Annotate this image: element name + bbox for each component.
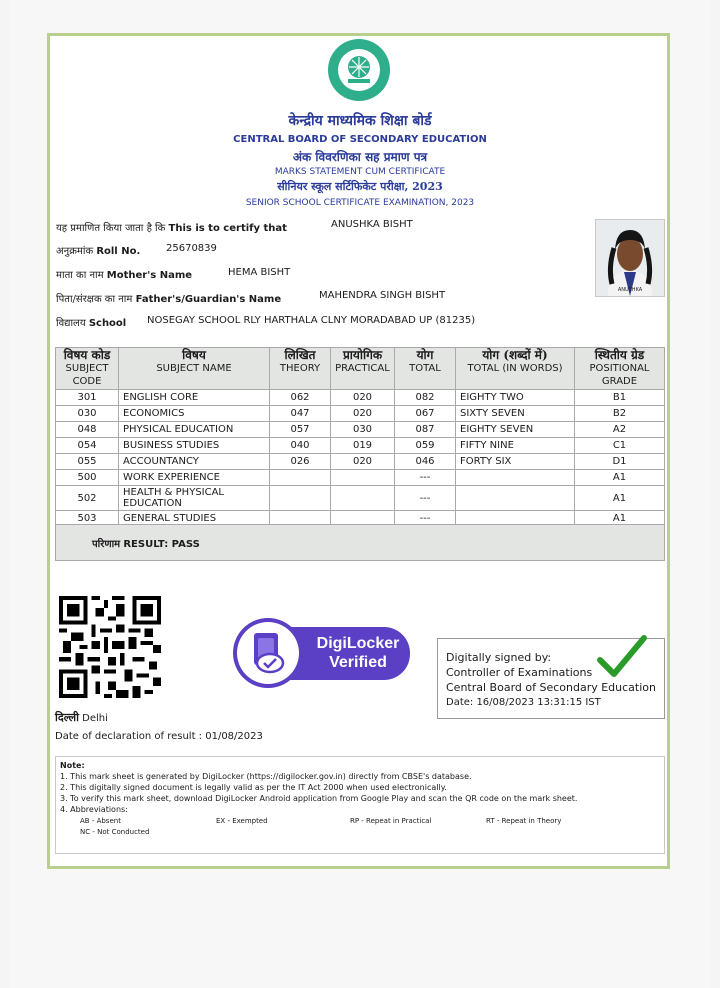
logo-country: भारत [354,92,366,99]
declaration-date: Date of declaration of result : 01/08/2023 [55,731,263,742]
board-title-hindi: केन्द्रीय माध्यमिक शिक्षा बोर्ड [288,113,432,129]
table-row [56,486,665,511]
candidate-name: ANUSHKA BISHT [331,219,413,230]
total-marks-cell: 087 [395,422,456,438]
result-box [55,524,665,561]
place: दिल्ली Delhi [55,711,108,724]
note-item: 2. This digitally signed document is legally valid as per the IT Act 2000 when used electronically. [60,783,447,792]
total-marks-cell: 059 [395,438,456,454]
father-label: पिता/संरक्षक का नाम Father's/Guardian's Name [56,294,282,305]
practical-marks-cell [331,470,395,486]
subject-name-cell: GENERAL STUDIES [119,511,270,527]
theory-marks-cell: 040 [270,438,331,454]
subject-name-cell: HEALTH & PHYSICAL EDUCATION [119,486,270,511]
digilocker-label: DigiLocker [316,635,400,652]
result-text: परिणाम RESULT: PASS [92,539,200,550]
photo-caption: ANUSHKA [617,287,643,293]
subject-name-cell: WORK EXPERIENCE [119,470,270,486]
theory-marks-cell: 047 [270,406,331,422]
total-in-words-cell: SIXTY SEVEN [456,406,575,422]
roll-label: अनुक्रमांक Roll No. [56,246,141,257]
col-header-code: विषय कोड SUBJECT CODE [56,348,119,390]
col-header-total: योग TOTAL [395,348,456,390]
exam-title: SENIOR SCHOOL CERTIFICATE EXAMINATION, 2023 [245,198,475,208]
table-row [56,406,665,422]
verified-label: Verified [329,654,387,671]
practical-marks-cell: 020 [331,390,395,406]
total-in-words-cell: EIGHTY TWO [456,390,575,406]
practical-marks-cell: 019 [331,438,395,454]
abbr-repeat-theory: RT - Repeat in Theory [486,817,562,825]
theory-marks-cell: 026 [270,454,331,470]
subject-code-cell: 503 [56,511,119,527]
abbr-repeat-practical: RP - Repeat in Practical [350,817,432,825]
subject-code-cell: 048 [56,422,119,438]
practical-marks-cell: 030 [331,422,395,438]
subject-code-cell: 054 [56,438,119,454]
notes-box [55,756,665,854]
positional-grade-cell: B2 [575,406,665,422]
positional-grade-cell: A1 [575,486,665,511]
col-header-total-words: योग (शब्दों में) TOTAL (IN WORDS) [456,348,575,390]
practical-marks-cell [331,486,395,511]
table-row [56,454,665,470]
col-header-theory: लिखित THEORY [270,348,331,390]
col-header-practical: प्रायोगिक PRACTICAL [331,348,395,390]
father-name: MAHENDRA SINGH BISHT [319,290,446,301]
document-title-hindi: अंक विवरणिका सह प्रमाण पत्र [292,150,428,164]
roll-number: 25670839 [166,243,217,254]
certify-label: यह प्रमाणित किया जाता है कि This is to certify that [56,223,287,234]
notes-title: Note: [60,761,85,770]
table-row [56,390,665,406]
total-in-words-cell [456,470,575,486]
total-marks-cell: --- [395,486,456,511]
note-item: 4. Abbreviations: [60,805,128,814]
positional-grade-cell: C1 [575,438,665,454]
subject-code-cell: 502 [56,486,119,511]
table-row [56,470,665,486]
school-label: विद्यालय School [56,318,127,329]
subject-name-cell: ACCOUNTANCY [119,454,270,470]
positional-grade-cell: A1 [575,470,665,486]
positional-grade-cell: A1 [575,511,665,527]
school-name: NOSEGAY SCHOOL RLY HARTHALA CLNY MORADABAD UP (81235) [147,315,476,326]
document-title: MARKS STATEMENT CUM CERTIFICATE [274,167,446,177]
total-in-words-cell: FORTY SIX [456,454,575,470]
subject-name-cell: PHYSICAL EDUCATION [119,422,270,438]
sig-line-2: Controller of Examinations [446,666,593,679]
total-marks-cell: 046 [395,454,456,470]
total-in-words-cell: EIGHTY SEVEN [456,422,575,438]
candidate-photo [595,219,665,297]
qr-code[interactable] [59,596,161,698]
abbr-not-conducted: NC - Not Conducted [80,828,150,836]
theory-marks-cell: 057 [270,422,331,438]
exam-title-hindi: सीनियर स्कूल सर्टिफिकेट परीक्षा, 2023 [277,180,443,193]
green-check-icon [596,634,648,680]
positional-grade-cell: D1 [575,454,665,470]
marks-table [55,347,665,527]
note-item: 3. To verify this mark sheet, download DigiLocker Android application from Google Play and scan the QR code on the mark sheet. [60,794,578,803]
positional-grade-cell: A2 [575,422,665,438]
subject-code-cell: 500 [56,470,119,486]
total-marks-cell: --- [395,470,456,486]
subject-name-cell: ENGLISH CORE [119,390,270,406]
col-header-subject: विषय SUBJECT NAME [119,348,270,390]
subject-code-cell: 055 [56,454,119,470]
mother-name: HEMA BISHT [228,267,291,278]
table-header-row [56,348,665,390]
subject-name-cell: ECONOMICS [119,406,270,422]
digilocker-verified-badge [232,617,412,690]
total-marks-cell: 067 [395,406,456,422]
digital-signature-box [437,638,665,719]
theory-marks-cell [270,470,331,486]
subject-code-cell: 301 [56,390,119,406]
subject-name-cell: BUSINESS STUDIES [119,438,270,454]
sig-line-4: Date: 16/08/2023 13:31:15 IST [446,697,601,708]
note-item: 1. This mark sheet is generated by DigiLocker (https://digilocker.gov.in) directly from CBSE's database. [60,772,472,781]
total-marks-cell: 082 [395,390,456,406]
practical-marks-cell: 020 [331,406,395,422]
sig-line-1: Digitally signed by: [446,651,552,664]
theory-marks-cell [270,486,331,511]
table-row [56,438,665,454]
positional-grade-cell: B1 [575,390,665,406]
theory-marks-cell: 062 [270,390,331,406]
col-header-grade: स्थितीय ग्रेड POSITIONAL GRADE [575,348,665,390]
sig-line-3: Central Board of Secondary Education [446,681,656,694]
subject-code-cell: 030 [56,406,119,422]
total-in-words-cell [456,486,575,511]
total-marks-cell: --- [395,511,456,527]
table-row [56,422,665,438]
mother-label: माता का नाम Mother's Name [56,270,193,281]
abbr-absent: AB - Absent [80,817,121,825]
abbr-exempted: EX - Exempted [216,817,268,825]
practical-marks-cell: 020 [331,454,395,470]
board-title: CENTRAL BOARD OF SECONDARY EDUCATION [233,134,487,145]
total-in-words-cell: FIFTY NINE [456,438,575,454]
